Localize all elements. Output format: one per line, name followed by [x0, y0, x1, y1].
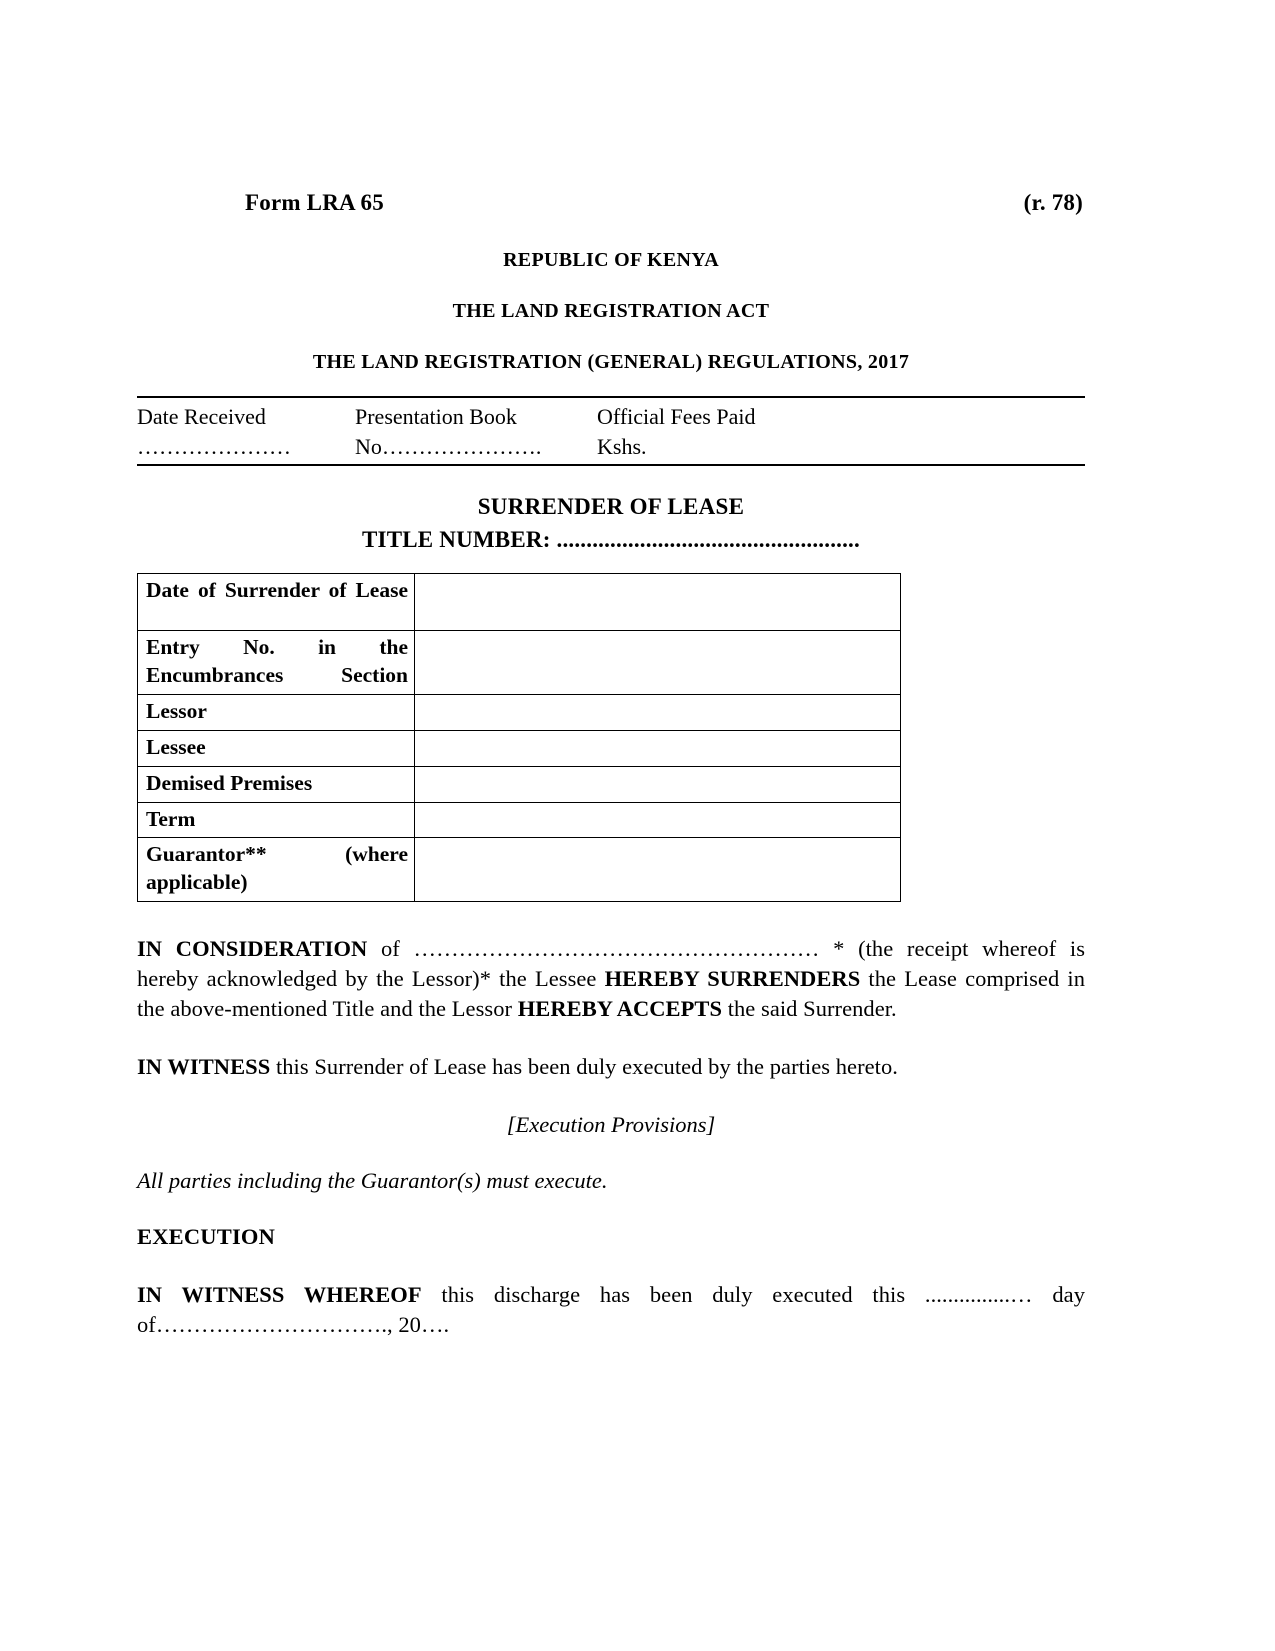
row-value-lessor[interactable] — [415, 694, 901, 730]
consideration-mid-2: the Lease comprised in the above-mentioned Title and the Lessor — [137, 966, 1085, 1022]
row-value-demised-premises[interactable] — [415, 766, 901, 802]
consideration-bold-3: HEREBY ACCEPTS — [517, 996, 723, 1022]
table-row — [138, 730, 901, 766]
row-label-term: Term — [138, 802, 415, 838]
document-content — [137, 190, 1085, 1362]
consideration-paragraph — [137, 934, 1085, 1024]
country-heading: REPUBLIC OF KENYA — [503, 249, 719, 271]
row-value-lessee[interactable] — [415, 730, 901, 766]
official-fees-column — [597, 402, 877, 462]
row-label-lessor: Lessor — [138, 694, 415, 730]
witness-rest: this Surrender of Lease has been duly executed by the parties hereto. — [270, 1054, 898, 1080]
date-received-label: Date Received — [137, 404, 266, 429]
particulars-table — [137, 573, 901, 903]
table-row — [138, 573, 901, 630]
consideration-mid-1: of ……………………………………………… * (the receipt whereof is hereby acknowledged by the Lessor)* the Lessee — [137, 936, 1086, 992]
whereof-lead: IN WITNESS WHEREOF — [137, 1282, 422, 1307]
official-fees-field[interactable]: Kshs. — [597, 433, 647, 459]
rule-reference: (r. 78) — [1023, 190, 1083, 215]
row-value-guarantor[interactable] — [415, 838, 901, 902]
table-row — [138, 838, 901, 902]
whereof-rest: this discharge has been duly executed this ...............… day of…………………………., 20…. — [137, 1282, 1086, 1337]
row-value-entry-no[interactable] — [415, 630, 901, 694]
official-fees-label: Official Fees Paid — [597, 404, 756, 429]
execution-heading: EXECUTION — [137, 1224, 276, 1249]
page-title: SURRENDER OF LEASE — [477, 493, 745, 519]
consideration-bold-2: HEREBY SURRENDERS — [604, 966, 861, 992]
table-row — [138, 766, 901, 802]
form-code: Form LRA 65 — [245, 190, 384, 215]
row-label-lessee: Lessee — [138, 730, 415, 766]
presentation-book-label: Presentation Book — [355, 404, 517, 429]
witness-lead: IN WITNESS — [137, 1054, 271, 1080]
table-row — [138, 802, 901, 838]
presentation-book-field[interactable]: No…………………. — [355, 433, 542, 459]
execution-provisions-note: [Execution Provisions] — [506, 1112, 716, 1137]
document-header — [137, 190, 1085, 216]
receipt-grid — [137, 402, 1085, 462]
all-parties-note: All parties including the Guarantor(s) must execute. — [137, 1168, 608, 1193]
receipt-box — [137, 396, 1085, 466]
presentation-book-column — [355, 402, 597, 462]
row-value-term[interactable] — [415, 802, 901, 838]
date-received-column — [137, 402, 355, 462]
row-value-date-of-surrender[interactable] — [415, 573, 901, 630]
row-label-guarantor: Guarantor** (where applicable) — [138, 838, 415, 902]
regulations-heading: THE LAND REGISTRATION (GENERAL) REGULATIONS, 2017 — [312, 351, 910, 373]
witness-whereof-paragraph — [137, 1280, 1085, 1340]
table-row — [138, 630, 901, 694]
row-label-demised-premises: Demised Premises — [138, 766, 415, 802]
row-label-entry-no: Entry No. in the Encumbrances Section — [138, 630, 415, 694]
particulars-table-body — [138, 573, 901, 902]
table-row — [138, 694, 901, 730]
date-received-field[interactable]: ………………… — [137, 433, 291, 459]
row-label-date-of-surrender: Date of Surrender of Lease — [138, 573, 415, 630]
consideration-lead: IN CONSIDERATION — [137, 936, 368, 962]
consideration-mid-3: the said Surrender. — [722, 996, 897, 1022]
title-block — [137, 494, 1085, 553]
title-number-field[interactable]: TITLE NUMBER: ................................................... — [362, 526, 860, 552]
witness-paragraph — [137, 1052, 1085, 1082]
act-heading: THE LAND REGISTRATION ACT — [452, 300, 770, 322]
